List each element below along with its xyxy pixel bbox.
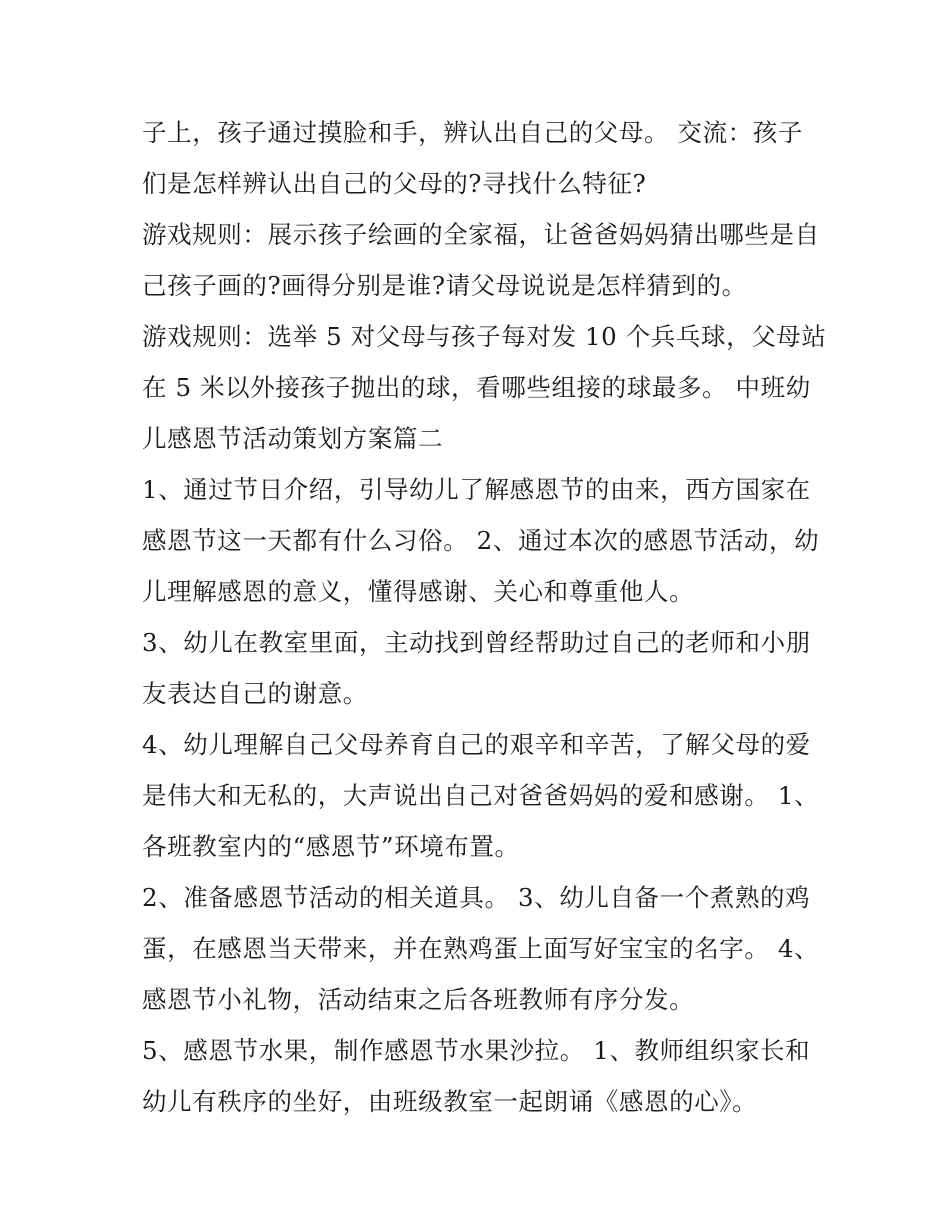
text-line: 5、感恩节水果，制作感恩节水果沙拉。 1、教师组织家长和 xyxy=(142,1036,811,1065)
text-line: 4、幼儿理解自己父母养育自己的艰辛和辛苦，了解父母的爱 xyxy=(142,730,811,759)
text-line: 幼儿有秩序的坐好，由班级教室一起朗诵《感恩的心》。 xyxy=(142,1087,758,1116)
text-line: 各班教室内的“感恩节”环境布置。 xyxy=(142,832,520,861)
body-text xyxy=(142,107,827,1127)
text-line: 在 5 米以外接孩子抛出的球，看哪些组接的球最多。 中班幼 xyxy=(142,373,811,402)
text-line: 是伟大和无私的，大声说出自己对爸爸妈妈的爱和感谢。 1、 xyxy=(142,781,820,810)
text-line: 儿理解感恩的意义，懂得感谢、关心和尊重他人。 xyxy=(142,577,695,606)
text-line: 己孩子画的?画得分别是谁?请父母说说是怎样猜到的。 xyxy=(142,271,747,300)
text-line: 游戏规则：展示孩子绘画的全家福，让爸爸妈妈猜出哪些是自 xyxy=(142,220,820,249)
text-line: 友表达自己的谢意。 xyxy=(142,679,368,708)
text-line: 蛋，在感恩当天带来，并在熟鸡蛋上面写好宝宝的名字。 4、 xyxy=(142,934,820,963)
text-line: 感恩节小礼物，活动结束之后各班教师有序分发。 xyxy=(142,985,695,1014)
text-line: 儿感恩节活动策划方案篇二 xyxy=(142,424,444,453)
text-line: 子上，孩子通过摸脸和手，辨认出自己的父母。 交流：孩子 xyxy=(142,118,803,147)
text-line: 感恩节这一天都有什么习俗。 2、通过本次的感恩节活动，幼 xyxy=(142,526,820,555)
text-line: 1、通过节日介绍，引导幼儿了解感恩节的由来，西方国家在 xyxy=(142,475,811,504)
text-line: 们是怎样辨认出自己的父母的?寻找什么特征? xyxy=(142,169,647,198)
text-line: 3、幼儿在教室里面，主动找到曾经帮助过自己的老师和小朋 xyxy=(142,628,811,657)
text-line: 2、准备感恩节活动的相关道具。 3、幼儿自备一个煮熟的鸡 xyxy=(142,883,811,912)
text-line: 游戏规则：选举 5 对父母与孩子每对发 10 个兵乓球，父母站 xyxy=(142,322,827,351)
